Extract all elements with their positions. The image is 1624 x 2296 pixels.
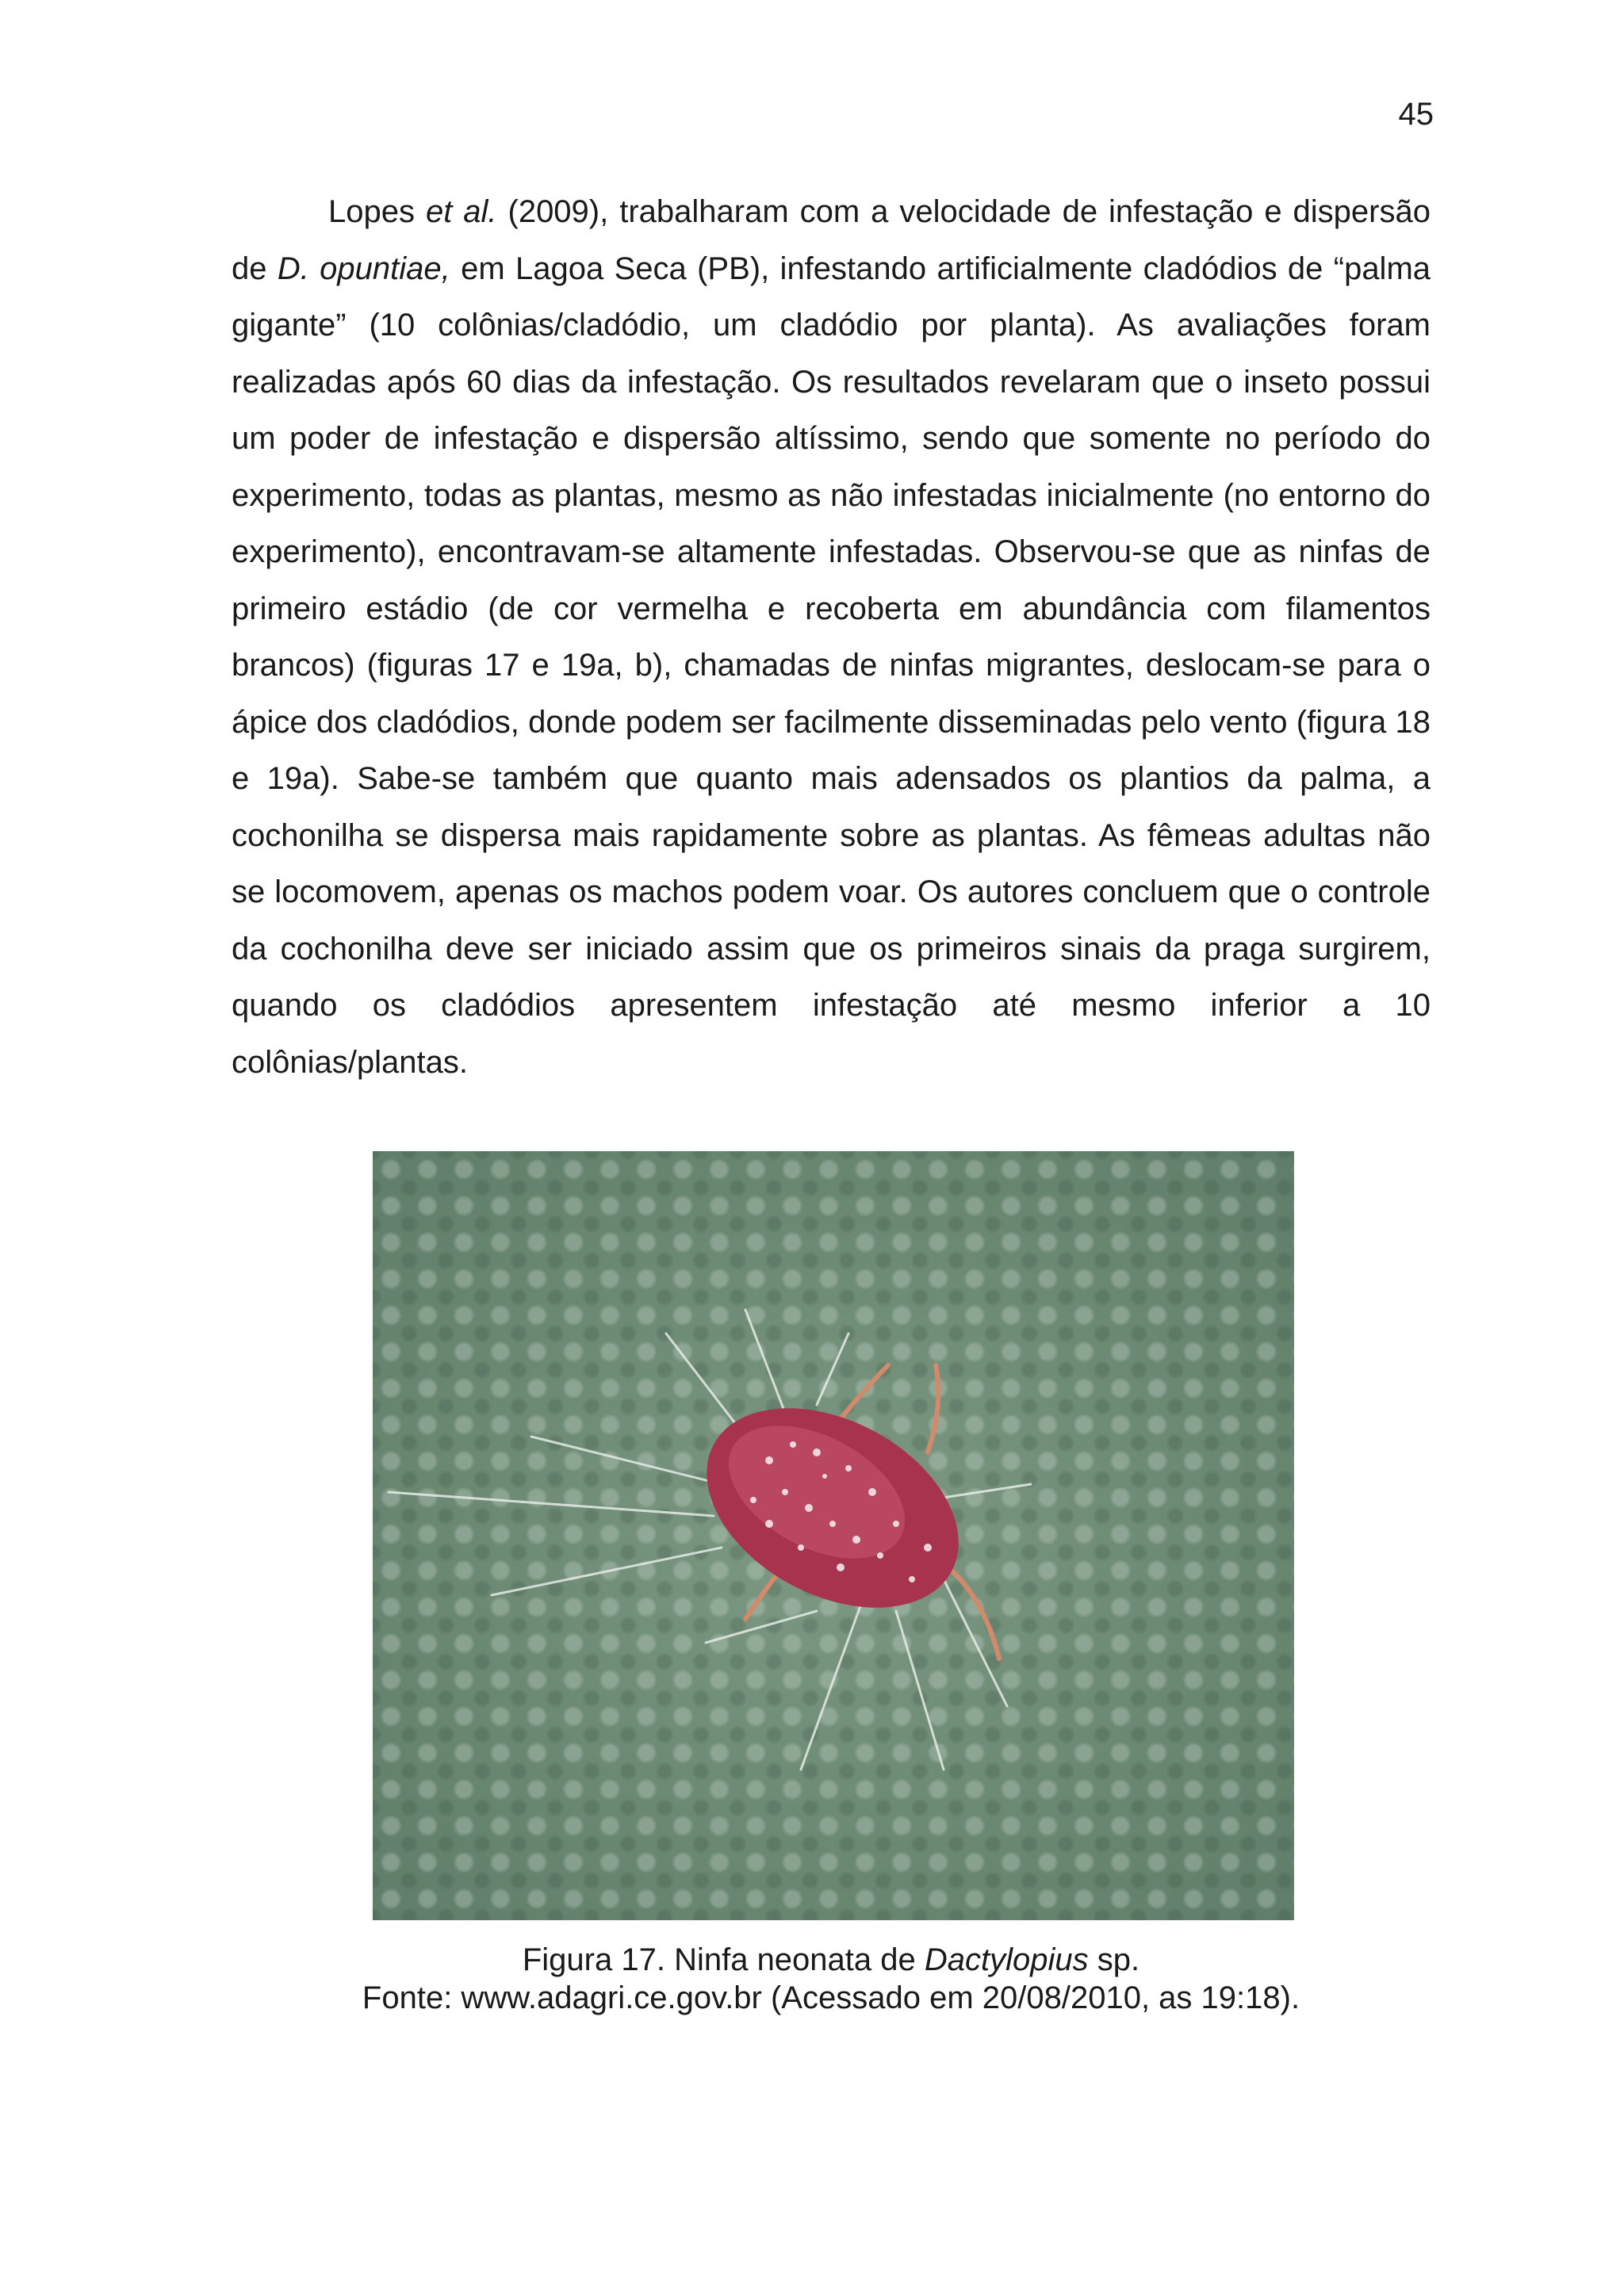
caption-prefix: Figura 17. Ninfa neonata de <box>522 1942 925 1977</box>
paragraph-text-1: (2009), trabalharam com a velocidade de infestação e dispersão de <box>232 194 1431 286</box>
caption-suffix: sp. <box>1088 1942 1140 1977</box>
page-number: 45 <box>1398 97 1434 132</box>
body-paragraph <box>232 184 1431 1091</box>
insect-illustration <box>373 1151 1294 1920</box>
figure-17-photo <box>373 1151 1294 1920</box>
caption-genus: Dactylopius <box>924 1942 1089 1977</box>
figure-source: Fonte: www.adagri.ce.gov.br (Acessado em 20/08/2010, as 19:18). <box>362 1980 1300 2015</box>
paragraph-text-2: em Lagoa Seca (PB), infestando artificialmente cladódios de “palma gigante” (10 colônias/cladódio, um cladódio por planta). As avaliações foram realizadas após 60 dias da infestação. Os resultados revelaram que o inseto possui um poder de infestação e dispersão altíssimo, sendo que somente no período do experimento, todas as plantas, mesmo as não infestadas inicialmente (no entorno do experimento), encontravam-se altamente infestadas. Observou-se que as ninfas de primeiro estádio (de cor vermelha e recoberta em abundância com filamentos brancos) (figuras 17 e 19a, b), chamadas de ninfas migrantes, deslocam-se para o ápice dos cladódios, donde podem ser facilmente disseminadas pelo vento (figura 18 e 19a). Sabe-se também que quanto mais adensados os plantios da palma, a cochonilha se dispersa mais rapidamente sobre as plantas. As fêmeas adultas não se locomovem, apenas os machos podem voar. Os autores concluem que o controle da cochonilha deve ser iniciado assim que os primeiros sinais da praga surgirem, quando os cladódios apresentem infestação até mesmo inferior a 10 colônias/plantas. <box>232 251 1431 1080</box>
figure-caption <box>232 1941 1431 1979</box>
et-al: et al. <box>425 194 497 229</box>
species-name: D. opuntiae, <box>277 251 450 286</box>
author-name: Lopes <box>328 194 415 229</box>
